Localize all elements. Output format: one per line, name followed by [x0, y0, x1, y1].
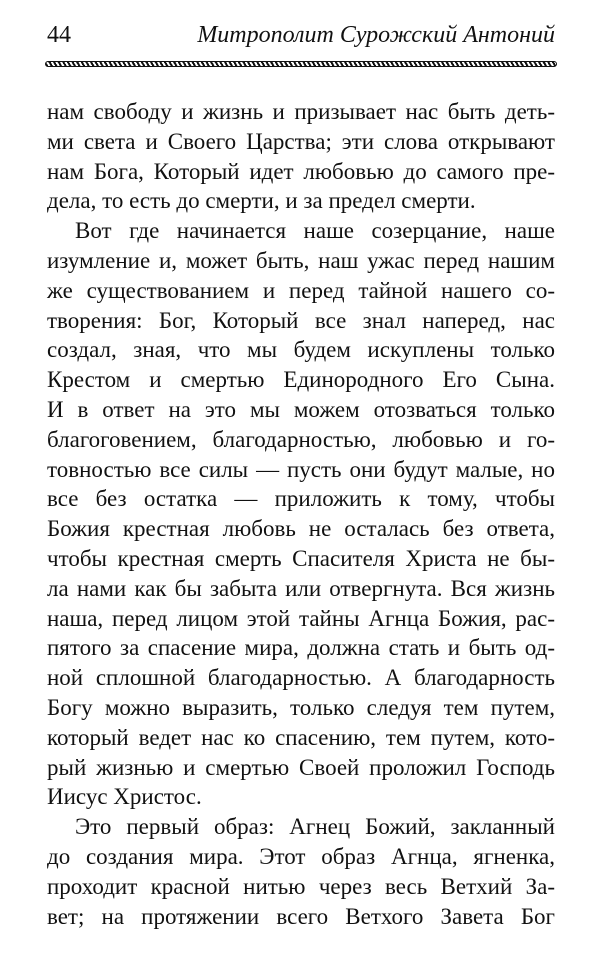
text-line: до создания мира. Этот образ Агнца, ягненка,: [47, 843, 555, 869]
text-line: дела, то есть до смерти, и за предел смерти.: [47, 188, 476, 214]
text-line: Крестом и смертью Единородного Его Сына.: [47, 367, 555, 393]
text-line: который ведет нас ко спасению, тем путем, кото-: [47, 724, 555, 750]
text-line: чтобы крестная смерть Спасителя Христа не бы-: [47, 545, 555, 571]
paragraph-start-line: Вот где начинается наше созерцание, наше: [75, 218, 555, 244]
text-line: благоговением, благодарностью, любовью и го-: [47, 426, 555, 452]
page-header: [47, 22, 555, 52]
text-line: Божия крестная любовь не осталась без ответа,: [47, 516, 555, 542]
text-line: создал, зная, что мы будем искуплены только: [47, 337, 555, 363]
text-line: все без остатка — приложить к тому, чтобы: [47, 486, 555, 512]
text-line: ми света и Своего Царства; эти слова открывают: [47, 128, 555, 154]
text-line: же существованием и перед тайной нашего со-: [47, 277, 555, 303]
text-line: нам Бога, Который идет любовью до самого пре-: [47, 158, 555, 184]
running-title: Митрополит Сурожский Антоний: [197, 22, 555, 48]
text-line: изумление и, может быть, наш ужас перед нашим: [47, 247, 555, 273]
text-line: И в ответ на это мы можем отозваться только: [47, 396, 555, 422]
text-line: рый жизнью и смертью Своей проложил Господь: [47, 754, 555, 780]
text-line: ной сплошной благодарностью. А благодарность: [47, 665, 555, 691]
text-line: проходит красной нитью через весь Ветхий За-: [47, 873, 555, 899]
text-line: ла нами как бы забыта или отвергнута. Вся жизнь: [47, 575, 555, 601]
text-line: вет; на протяжении всего Ветхого Завета Бог: [47, 903, 555, 929]
body-text: [47, 97, 555, 931]
text-line: Богу можно выразить, только следуя тем путем,: [47, 694, 555, 720]
text-line: пятого за спасение мира, должна стать и быть од-: [47, 635, 555, 661]
text-line: нам свободу и жизнь и призывает нас быть деть-: [47, 99, 555, 124]
text-line: наша, перед лицом этой тайны Агнца Божия, рас-: [47, 605, 555, 631]
rope-divider: [45, 61, 557, 67]
text-line: творения: Бог, Который все знал наперед, нас: [47, 307, 555, 333]
text-line: товностью все силы — пусть они будут малые, но: [47, 456, 555, 482]
text-line: Иисус Христос.: [47, 784, 202, 810]
page-number: 44: [47, 22, 71, 48]
paragraph-start-line: Это первый образ: Агнец Божий, закланный: [75, 814, 555, 840]
